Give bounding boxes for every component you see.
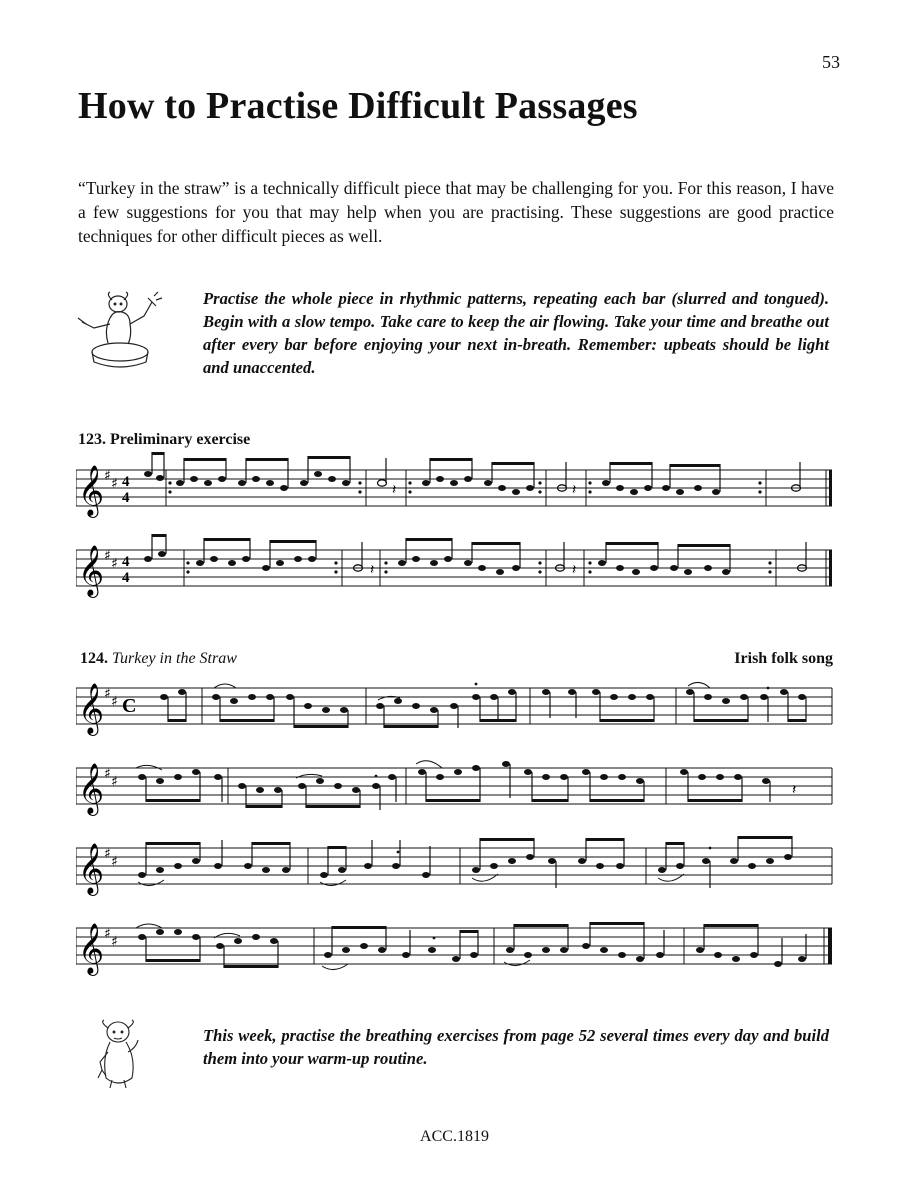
svg-text:𝄞: 𝄞 <box>78 923 105 974</box>
svg-text:♯: ♯ <box>111 694 118 710</box>
svg-text:𝄽: 𝄽 <box>370 562 375 578</box>
svg-text:𝄞: 𝄞 <box>78 683 105 734</box>
svg-text:♯: ♯ <box>111 774 118 790</box>
svg-text:♯: ♯ <box>104 846 111 862</box>
svg-text:𝄞: 𝄞 <box>78 465 105 516</box>
page-title: How to Practise Difficult Passages <box>78 85 638 127</box>
svg-text:4: 4 <box>122 554 130 570</box>
svg-text:♯: ♯ <box>104 766 111 782</box>
svg-text:4: 4 <box>122 490 130 506</box>
svg-text:𝄞: 𝄞 <box>78 545 105 596</box>
exercise-123-staff-2 <box>76 530 836 600</box>
exercise-124-number: 124. <box>80 650 108 667</box>
svg-text:♯: ♯ <box>104 686 111 702</box>
svg-text:♯: ♯ <box>111 854 118 870</box>
intro-paragraph: “Turkey in the straw” is a technically difficult piece that may be challenging for you. For this reason, I have a few suggestions for you that may help when you are practising. These suggestions are good practice techniques for other difficult pieces as well. <box>78 178 834 246</box>
svg-text:4: 4 <box>122 570 130 586</box>
svg-text:𝄽: 𝄽 <box>572 482 577 498</box>
svg-text:𝄽: 𝄽 <box>392 482 397 498</box>
exercise-124-staff-4 <box>76 908 836 988</box>
exercise-124-staff-1 <box>76 668 836 738</box>
practice-tip-breathing: This week, practise the breathing exercises from page 52 several times every day and build them into your warm-up routine. <box>203 1026 829 1068</box>
exercise-124-name: Turkey in the Straw <box>112 650 237 667</box>
page-number: 53 <box>822 52 840 72</box>
svg-text:𝄞: 𝄞 <box>78 843 105 894</box>
exercise-124-staff-2 <box>76 748 836 818</box>
catalog-code: ACC.1819 <box>420 1128 489 1145</box>
exercise-124-title <box>80 650 237 668</box>
exercise-123-title: 123. Preliminary exercise <box>78 431 251 448</box>
exercise-123-staff-1 <box>76 450 836 520</box>
exercise-124-composer: Irish folk song <box>734 650 833 667</box>
svg-text:♯: ♯ <box>111 934 118 950</box>
svg-text:C: C <box>122 695 137 717</box>
svg-text:♯: ♯ <box>111 476 118 492</box>
drummer-sheep-illustration <box>74 288 166 370</box>
exercise-124-staff-3 <box>76 828 836 898</box>
sheep-thinking-illustration <box>92 1018 146 1090</box>
svg-text:♯: ♯ <box>104 468 111 484</box>
svg-text:𝄽: 𝄽 <box>792 782 797 798</box>
svg-text:𝄽: 𝄽 <box>572 562 577 578</box>
svg-text:4: 4 <box>122 474 130 490</box>
svg-text:♯: ♯ <box>111 556 118 572</box>
svg-text:𝄞: 𝄞 <box>78 763 105 814</box>
svg-text:♯: ♯ <box>104 926 111 942</box>
practice-tip-rhythm: Practise the whole piece in rhythmic patterns, repeating each bar (slurred and tongued). Begin with a slow tempo. Take care to keep the air flowing. Take your time and breathe out after every bar before enjoying your next in-breath. Remember: upbeats should be light and unaccented. <box>203 289 829 377</box>
svg-text:♯: ♯ <box>104 548 111 564</box>
